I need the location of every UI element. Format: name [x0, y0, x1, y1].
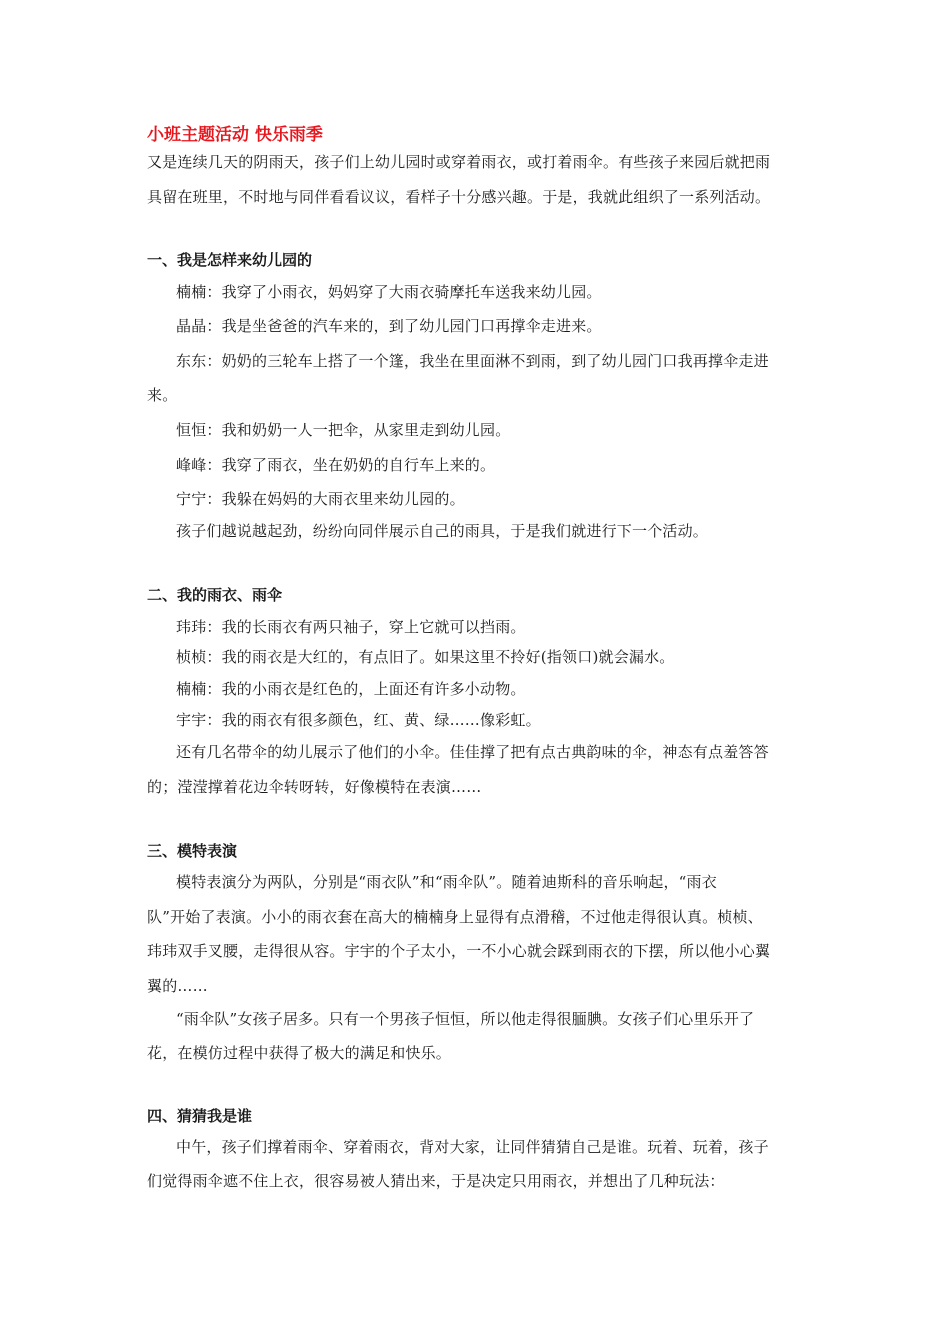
paragraph-line: 们觉得雨伞遮不住上衣，很容易被人猜出来，于是决定只用雨衣，并想出了几种玩法： [147, 1172, 725, 1190]
paragraph-line: 来。 [147, 386, 178, 404]
paragraph-line: 晶晶：我是坐爸爸的汽车来的，到了幼儿园门口再撑伞走进来。 [176, 317, 602, 335]
section-heading-1: 一、我是怎样来幼儿园的 [147, 251, 313, 269]
section-heading-4: 四、猜猜我是谁 [147, 1107, 253, 1125]
paragraph-line: 孩子们越说越起劲，纷纷向同伴展示自己的雨具，于是我们就进行下一个活动。 [176, 522, 709, 540]
paragraph-line: 楠楠：我穿了小雨衣，妈妈穿了大雨衣骑摩托车送我来幼儿园。 [176, 283, 602, 301]
paragraph-line: 玮玮：我的长雨衣有两只袖子，穿上它就可以挡雨。 [176, 618, 526, 636]
paragraph-line: 桢桢：我的雨衣是大红的，有点旧了。如果这里不拎好(指领口)就会漏水。 [176, 648, 675, 666]
paragraph-line: 的；滢滢撑着花边伞转呀转，好像模特在表演…… [147, 778, 482, 796]
page-title: 小班主题活动 快乐雨季 [147, 125, 323, 145]
paragraph-line: 还有几名带伞的幼儿展示了他们的小伞。佳佳撑了把有点古典韵味的伞，神态有点羞答答 [176, 743, 769, 761]
paragraph-line: 宁宁：我躲在妈妈的大雨衣里来幼儿园的。 [176, 490, 465, 508]
section-heading-3: 三、模特表演 [147, 842, 238, 860]
paragraph-line: 模特表演分为两队，分别是“雨衣队”和“雨伞队”。随着迪斯科的音乐响起，“雨衣 [176, 873, 717, 891]
paragraph-line: 中午，孩子们撑着雨伞、穿着雨衣，背对大家，让同伴猜猜自己是谁。玩着、玩着，孩子 [176, 1138, 769, 1156]
paragraph-line: 队”开始了表演。小小的雨衣套在高大的楠楠身上显得有点滑稽，不过他走得很认真。桢桢、 [147, 908, 763, 926]
section-heading-2: 二、我的雨衣、雨伞 [147, 586, 283, 604]
paragraph-line: 楠楠：我的小雨衣是红色的，上面还有许多小动物。 [176, 680, 526, 698]
intro-line-2: 具留在班里，不时地与同伴看看议议，看样子十分感兴趣。于是，我就此组织了一系列活动。 [147, 188, 771, 206]
paragraph-line: 峰峰：我穿了雨衣，坐在奶奶的自行车上来的。 [176, 456, 496, 474]
paragraph-line: 翼的…… [147, 977, 208, 995]
paragraph-line: “雨伞队”女孩子居多。只有一个男孩子恒恒，所以他走得很腼腆。女孩子们心里乐开了 [176, 1010, 755, 1028]
paragraph-line: 玮玮双手叉腰，走得很从容。宇宇的个子太小，一不小心就会踩到雨衣的下摆，所以他小心翼 [147, 942, 771, 960]
paragraph-line: 恒恒：我和奶奶一人一把伞，从家里走到幼儿园。 [176, 421, 511, 439]
intro-line-1: 又是连续几天的阴雨天，孩子们上幼儿园时或穿着雨衣，或打着雨伞。有些孩子来园后就把雨 [147, 153, 771, 171]
paragraph-line: 东东：奶奶的三轮车上搭了一个篷，我坐在里面淋不到雨，到了幼儿园门口我再撑伞走进 [176, 352, 769, 370]
paragraph-line: 宇宇：我的雨衣有很多颜色，红、黄、绿……像彩虹。 [176, 711, 541, 729]
paragraph-line: 花，在模仿过程中获得了极大的满足和快乐。 [147, 1044, 452, 1062]
